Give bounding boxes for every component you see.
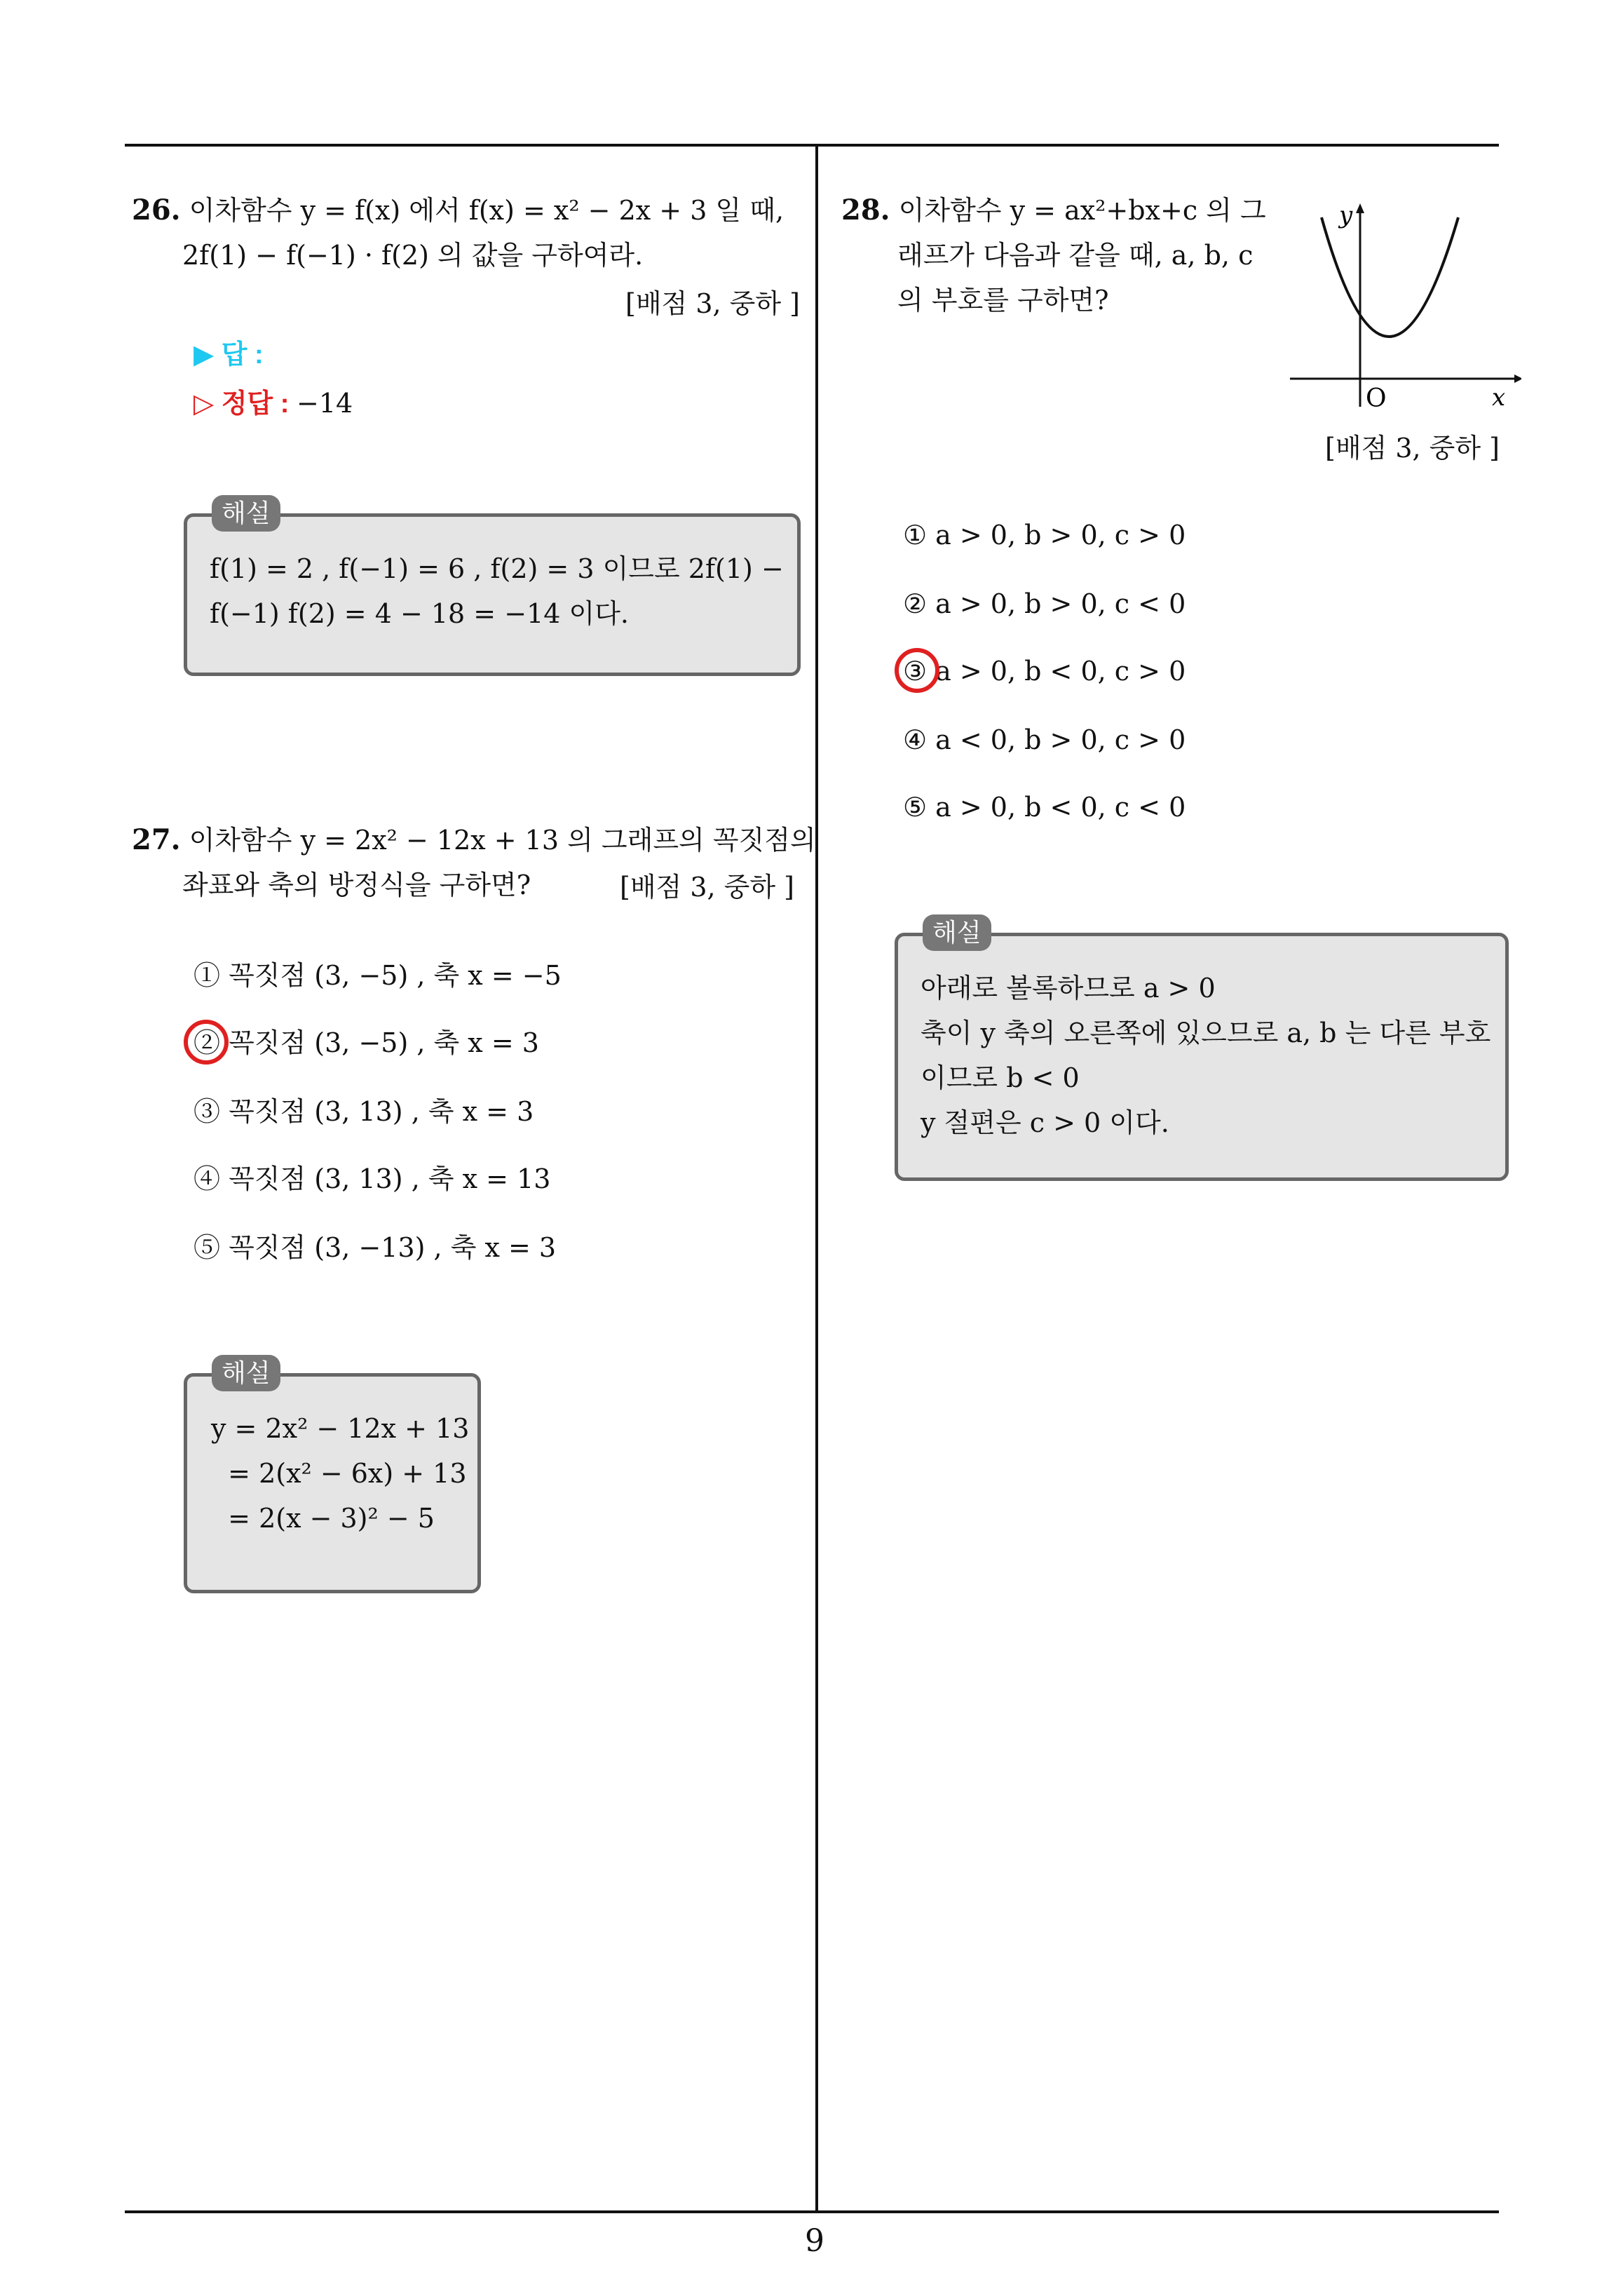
q28-choice-3[interactable]: ③ a > 0, b < 0, c > 0 bbox=[903, 656, 1186, 687]
q26-line1 bbox=[132, 188, 805, 233]
q26-correct-value: −14 bbox=[296, 388, 353, 419]
q27-choice-1[interactable]: ① 꼭짓점 (3, −5) , 축 x = −5 bbox=[193, 960, 562, 991]
q28-selected-circle bbox=[895, 648, 939, 693]
page-number: 9 bbox=[805, 2223, 824, 2259]
top-rule bbox=[125, 144, 1499, 147]
graph-x-arrow bbox=[1514, 374, 1521, 383]
graph-origin-label: O bbox=[1366, 384, 1387, 413]
q28-choice-5[interactable]: ⑤ a > 0, b < 0, c < 0 bbox=[903, 792, 1186, 823]
q27-choice-4[interactable]: ④ 꼭짓점 (3, 13) , 축 x = 13 bbox=[193, 1163, 551, 1194]
q27-explanation-body bbox=[211, 1406, 477, 1541]
graph-parabola-curve bbox=[1322, 217, 1458, 337]
q26-explanation-title: 해설 bbox=[212, 495, 280, 532]
q26-number: 26. bbox=[132, 194, 181, 227]
q27-explanation-title: 해설 bbox=[212, 1355, 280, 1391]
q28-choice-1[interactable]: ① a > 0, b > 0, c > 0 bbox=[903, 520, 1186, 551]
q28-explanation-title: 해설 bbox=[923, 914, 991, 951]
q28-explanation-body bbox=[921, 966, 1502, 1145]
q27-number: 27. bbox=[132, 823, 181, 856]
column-divider bbox=[815, 144, 818, 2213]
q27-selected-circle bbox=[184, 1020, 229, 1065]
q27-explanation-line3: = 2(x − 3)² − 5 bbox=[211, 1503, 435, 1534]
q26-correct-line bbox=[193, 381, 353, 420]
q28-line1 bbox=[841, 188, 1290, 233]
q27-score: [배점 3, 중하 ] bbox=[620, 872, 794, 903]
q26-line2: 2f(1) − f(−1) · f(2) 의 값을 구하여라. bbox=[182, 240, 644, 271]
graph-y-arrow bbox=[1356, 203, 1364, 213]
q26-correct-label: ▷ 정답 : bbox=[193, 389, 290, 419]
q26-explanation-line2: f(−1) f(2) = 4 − 18 = −14 이다. bbox=[210, 598, 629, 629]
q27-line2: 좌표와 축의 방정식을 구하면? bbox=[182, 870, 531, 900]
q26-line1-text: 이차함수 y = f(x) 에서 f(x) = x² − 2x + 3 일 때, bbox=[189, 195, 785, 226]
q27-choice-5[interactable]: ⑤ 꼭짓점 (3, −13) , 축 x = 3 bbox=[193, 1232, 557, 1263]
bottom-rule bbox=[125, 2210, 1499, 2213]
q28-line3: 의 부호를 구하면? bbox=[897, 285, 1109, 316]
q26-answer-label: ▶ 답 : bbox=[193, 340, 264, 370]
q27-explanation-line1: y = 2x² − 12x + 13 bbox=[211, 1413, 470, 1444]
q27-choice-3[interactable]: ③ 꼭짓점 (3, 13) , 축 x = 3 bbox=[193, 1096, 534, 1127]
q28-score: [배점 3, 중하 ] bbox=[1325, 433, 1500, 464]
q28-line2: 래프가 다음과 같을 때, a, b, c bbox=[897, 240, 1254, 271]
q27-explanation-box bbox=[184, 1373, 481, 1593]
q26-explanation-box bbox=[184, 513, 801, 676]
q28-choice-4[interactable]: ④ a < 0, b > 0, c > 0 bbox=[903, 724, 1186, 755]
q27-line1-text: 이차함수 y = 2x² − 12x + 13 의 그래프의 꼭짓점의 bbox=[189, 825, 816, 856]
q27-choice-2[interactable]: ② 꼭짓점 (3, −5) , 축 x = 3 bbox=[193, 1027, 539, 1058]
q26-explanation-line1: f(1) = 2 , f(−1) = 6 , f(2) = 3 이므로 2f(1) − bbox=[210, 553, 784, 584]
q28-text bbox=[841, 188, 1290, 323]
q26-answer-line bbox=[193, 332, 264, 371]
graph-x-label: x bbox=[1492, 384, 1506, 412]
q28-line1-text: 이차함수 y = ax²+bx+c 의 그 bbox=[898, 195, 1266, 226]
q28-explanation-line2: 축이 y 축의 오른쪽에 있으므로 a, b 는 다른 부호 bbox=[921, 1018, 1491, 1048]
q26-text bbox=[132, 188, 805, 278]
q28-choice-2[interactable]: ② a > 0, b > 0, c < 0 bbox=[903, 588, 1186, 619]
graph-y-label: y bbox=[1339, 201, 1353, 229]
q28-explanation-line4: y 절편은 c > 0 이다. bbox=[921, 1107, 1169, 1138]
q28-explanation-box bbox=[895, 933, 1509, 1181]
q26-explanation-body bbox=[210, 546, 785, 636]
q28-number: 28. bbox=[841, 194, 890, 227]
q28-parabola-graph bbox=[1290, 196, 1521, 428]
q26-score: [배점 3, 중하 ] bbox=[625, 288, 800, 319]
q27-line1 bbox=[132, 818, 816, 863]
q27-explanation-line2: = 2(x² − 6x) + 13 bbox=[211, 1458, 467, 1489]
q28-explanation-line3: 이므로 b < 0 bbox=[921, 1062, 1080, 1093]
q28-explanation-line1: 아래로 볼록하므로 a > 0 bbox=[921, 973, 1216, 1004]
